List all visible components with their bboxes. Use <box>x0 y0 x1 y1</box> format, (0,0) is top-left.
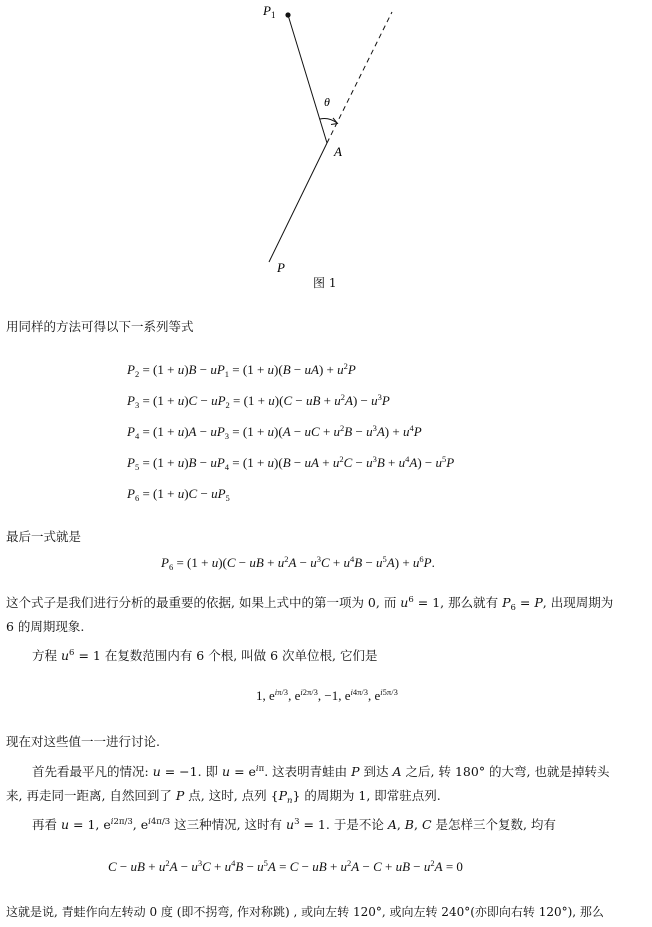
point-p1 <box>285 12 290 17</box>
equation-p3: $P_3 = (1 + u)C - uP_2 = (1 + u)(C$ − uB + $u^2A) - u^3P$ <box>127 392 390 410</box>
paragraph-1-line-2: 6 的周期现象. <box>6 619 85 634</box>
equation-p6-expanded: $P_6 = (1 + u)(C$ − uB + $u^2A - u^3C + u^4B - u^5A) + u^6P$. <box>161 554 435 572</box>
paragraph-4-line-1: 首先看最平凡的情况: u = −1. 即 $u = e^{i\pi}$. 这表明青蛙由 P 到达 A 之后, 转 180° 的大弯, 也就是掉转头 <box>32 764 610 779</box>
last-intro-text: 最后一式就是 <box>6 529 82 544</box>
unit-roots: 1, $e^{i\pi/3}$, $e^{i2\pi/3}$, −1, $e^{i4\pi/3}$, $e^{i5\pi/3}$ <box>256 687 398 703</box>
equation-cancellation: C − uB + $u^2A - u^3C + u^4B - u^5A = C$ − uB + $u^2A - C$ + uB − $u^2A = 0$ <box>108 858 463 874</box>
intro-text: 用同样的方法可得以下一系列等式 <box>6 319 194 334</box>
paragraph-2: 方程 $u^6 = 1$ 在复数范围内有 6 个根, 叫做 6 次单位根, 它们是 <box>32 648 378 663</box>
equation-p4: $P_4 = (1 + u)A - uP_3 = (1 + u)(A$ − uC + $u^2B - u^3A) + u^4P$ <box>127 423 422 441</box>
segment-a-p <box>269 143 327 262</box>
paragraph-5: 再看 u = 1, $e^{i2\pi/3}$, $e^{i4\pi/3}$ 这三种情况, 这时有 $u^3 = 1$. 于是不论 A, B, C 是怎样三个复数, 均有 <box>32 817 556 832</box>
paragraph-1-line-1: 这个式子是我们进行分析的最重要的依据, 如果上式中的第一项为 0, 而 $u^6 = 1$, 那么就有 $P_6 = P$, 出现周期为 <box>6 595 614 613</box>
segment-p1-a <box>288 15 327 143</box>
label-p1: $P_1$ <box>263 3 276 20</box>
label-p: P <box>277 260 285 275</box>
label-theta: θ <box>324 95 330 109</box>
equation-p5: $P_5 = (1 + u)B - uP_4 = (1 + u)(B$ − uA + $u^2C - u^3B + u^4A) - u^5P$ <box>127 454 455 472</box>
equation-p2: $P_2 = (1 + u)B - uP_1 = (1 + u)(B - uA) + u^2P$ <box>127 361 356 379</box>
paragraph-4-line-2: 来, 再走同一距离, 自然回到了 P 点, 这时, 点列 $\{P_n\}$ 的周期为 1, 即常驻点列. <box>6 788 441 806</box>
equation-p6-recursive: $P_6 = (1 + u)C - uP_5$ <box>127 486 230 503</box>
label-a: A <box>334 144 342 159</box>
figure-caption: 图 1 <box>313 276 337 290</box>
figure-diagram <box>0 0 652 300</box>
paragraph-3: 现在对这些值一一进行讨论. <box>6 734 160 749</box>
paragraph-6: 这就是说, 青蛙作向左转动 0 度 (即不拐弯, 作对称跳) , 或向左转 120°, 或向左转 240°(亦即向右转 120°), 那么 <box>6 905 604 919</box>
